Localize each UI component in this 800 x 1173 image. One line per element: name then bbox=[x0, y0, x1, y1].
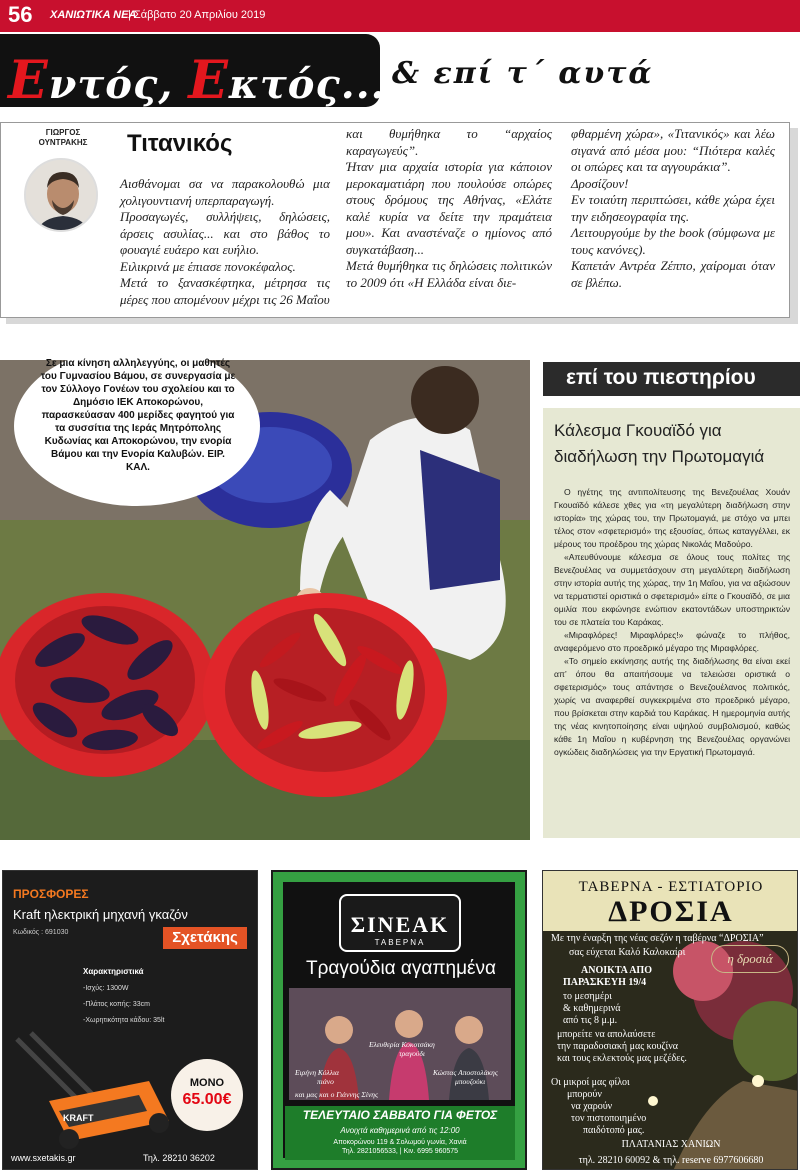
ad-line: και τους εκλεκτούς μας μεζέδες. bbox=[557, 1053, 687, 1064]
artist-1 bbox=[369, 1040, 435, 1058]
photo-caption-text: Σε μια κίνηση αλληλεγγύης, οι μαθητές του Γυμνασίου Βάμου, σε συνεργασία με τον Σύλλογο Γονέων του σχολείου και το Δημόσιο ΙΕΚ Αποκορώνου, παρασκεύασαν 400 μερίδες φαγητού για τα συσσίτια της Ιεράς Μητρόπολης Κυδωνίας και Αποκορώνου, την ενορία Βάμου και την Ενορία Καλυβών. bbox=[40, 358, 236, 460]
ad-line: ΠΑΡΑΣΚΕΥΗ 19/4 bbox=[563, 977, 647, 988]
column-paragraph: Αισθάνομαι σα να παρακολουθώ μια χολιγουντιανή υπερπαραγωγή. bbox=[120, 176, 330, 208]
ad-schetakis bbox=[2, 870, 258, 1170]
column-paragraph: φθαρμένη χώρα», «Τιτανικός» και λέω σιγανά από μέσα μου: “Πιότερα καλές οι οπώρες και τα αγγουράκια”. bbox=[571, 126, 775, 174]
ad-drosia-name: ΔΡΟΣΙΑ bbox=[608, 895, 734, 928]
column-paragraph: και θυμήθηκα το “αρχαίος καραγωγεύς”. bbox=[346, 126, 552, 158]
ad-songs-title: Τραγούδια αγαπημένα bbox=[306, 958, 496, 979]
ad-line: μπορούν bbox=[567, 1089, 602, 1100]
ad-product-code: Κωδικός : 691030 bbox=[13, 929, 69, 936]
section-word-2: κτός... bbox=[228, 61, 386, 108]
artist-role: τραγούδι bbox=[399, 1049, 425, 1058]
ad-line: παιδότοπό μας. bbox=[583, 1125, 645, 1136]
ad-line: Με την έναρξη της νέας σεζόν η ταβέρνα “ΔΡΟΣΙΑ” bbox=[551, 933, 764, 944]
ad-specs-title: Χαρακτηριστικά bbox=[83, 967, 144, 976]
artist-role: μπουζούκι bbox=[455, 1077, 486, 1086]
sidebar-text bbox=[554, 486, 790, 759]
tavern-name: ΣΙΝΕΑΚ bbox=[350, 912, 450, 937]
price-label: ΜΟΝΟ bbox=[189, 1077, 225, 1089]
author-name bbox=[28, 128, 98, 148]
author-first-name: ΓΙΩΡΓΟΣ bbox=[45, 128, 81, 137]
ad-sineak bbox=[271, 870, 527, 1170]
photo-caption bbox=[40, 357, 236, 474]
ad-line: τον πιστοποιημένο bbox=[571, 1113, 647, 1124]
tavern-subtitle: ΤΑΒΕΡΝΑ bbox=[374, 938, 426, 947]
column-paragraph: Εν τοιαύτη περιπτώσει, κάθε χώρα έχει την ειδησεογραφία της. bbox=[571, 192, 775, 224]
artist-3 bbox=[433, 1068, 498, 1086]
section-initial-1: Ε bbox=[8, 50, 49, 111]
ad-line: το μεσημέρι bbox=[563, 991, 612, 1002]
ad-spec: -Χωρητικότητα κάδου: 35lt bbox=[83, 1017, 165, 1024]
paper-name: ΧΑΝΙΩΤΙΚΑ ΝΕΑ bbox=[50, 9, 137, 21]
ad-product-name: Kraft ηλεκτρική μηχανή γκαζόν bbox=[13, 907, 188, 922]
column-paragraph: Ήταν μια αρχαία ιστορία για κάποιον μεροκαματιάρη που πουλούσε οπώρες στους δρόμους της Αθήνας, «Ελάτε καλέ κυρία να δείτε την πραμάτεια μου». Και αναστέναζε ο ημίονος από συγκατάβαση... bbox=[346, 159, 552, 257]
ad-drosia-logo: η δροσιά bbox=[711, 945, 789, 973]
guest-artist: και μας και ο Γιάννης Σίνης bbox=[295, 1090, 379, 1099]
column-text-1 bbox=[120, 176, 330, 308]
artist-name: Ειρήνη Κόλλια bbox=[295, 1068, 339, 1077]
column-paragraph: Καπετάν Αντρέα Ζέππο, χαίρομαι όταν σε βλέπω. bbox=[571, 258, 775, 290]
artist-role: πιάνο bbox=[317, 1077, 334, 1086]
column-text-2 bbox=[346, 126, 552, 291]
ad-location: ΠΛΑΤΑΝΙΑΣ ΧΑΝΙΩΝ bbox=[621, 1139, 721, 1150]
ad-line: & καθημερινά bbox=[563, 1003, 621, 1014]
ad-last-saturday: ΤΕΛΕΥΤΑΙΟ ΣΑΒΒΑΤΟ ΓΙΑ ΦΕΤΟΣ bbox=[302, 1108, 498, 1122]
ad-line: την παραδοσιακή μας κουζίνα bbox=[557, 1041, 679, 1052]
ad-brand-logo: Σχετάκης bbox=[163, 927, 247, 949]
section-initial-2: Ε bbox=[188, 50, 229, 111]
sidebar-paragraph: «Απευθύνουμε κάλεσμα σε όλους τους πολίτες της Βενεζουέλας να συμμετάσχουν στη μεγαλύτερη διαδήλωση στην ιστορία αυτής της χώρας, την 1η Μαΐου, για να αξιώσουν να τερματιστεί οριστικά ο σφετερισμό» είπε ο Γκουαϊδό, σε μια ομιλία που εκφώνησε ενώπιον εκατοντάδων υποστηρικτών του σε πλατεία του Καράκας. bbox=[554, 552, 790, 627]
paper-date: | Σάββατο 20 Απριλίου 2019 bbox=[128, 9, 266, 21]
page-number: 56 bbox=[8, 2, 33, 27]
ad-phones: τηλ. 28210 60092 & τηλ. reserve 6977606680 bbox=[578, 1155, 764, 1166]
column-paragraph: Ειλικρινά με έπιασε πονοκέφαλος. bbox=[120, 258, 296, 274]
column-paragraph: Προσαγωγές, συλλήψεις, δηλώσεις, άρσεις ασυλίας... και στο βάθος το φουαγιέ ευάερο και ευήλιο. bbox=[120, 209, 330, 257]
ad-line: σας εύχεται Καλό Καλοκαίρι bbox=[569, 947, 686, 958]
sidebar-heading: επί του πιεστηρίου bbox=[566, 366, 756, 389]
column-title: Τιτανικός bbox=[127, 130, 233, 157]
mower-brand: KRAFT bbox=[63, 1113, 94, 1123]
ad-address-line: Αποκορώνου 119 & Σολωμού γωνία, Χανιά bbox=[333, 1139, 467, 1146]
artist-name: Κώστας Αποστολάκης bbox=[433, 1068, 498, 1077]
ad-offers-label: ΠΡΟΣΦΟΡΕΣ bbox=[13, 887, 89, 901]
ad-phones: Τηλ. 2821056533, | Κιν. 6995 960575 bbox=[341, 1148, 459, 1155]
column-text-3 bbox=[571, 126, 775, 291]
lawn-mower-image bbox=[9, 1031, 179, 1151]
sidebar-paragraph: «Το σημείο εκκίνησης αυτής της διαδήλωσης θα είναι εκεί απ’ όπου θα απαιτήσουμε να τελειώσει οριστικά ο σφετερισμός» τους απάντησε ο Βενεζουέλανος πολιτικός, χωρίς να αναφερθεί συγκεκριμένα στο προεδρικό μέγαρο, που βρίσκεται στην καρδιά του Καράκας. Η ημερομηνία αυτής της νέας κινητοποίησης είναι υψηλού συμβολισμού, καθώς κάθε 1η Μαΐου η κυβέρνηση της Βενεζουέλας οργανώνει ογκώδεις διαδηλώσεις για την Εργατική Πρωτομαγιά. bbox=[554, 656, 790, 757]
ad-line: μπορείτε να απολαύσετε bbox=[557, 1029, 656, 1040]
ad-line: να χαρούν bbox=[571, 1101, 613, 1112]
author-last-name: ΟΥΝΤΡΑΚΗΣ bbox=[38, 138, 88, 147]
photo-credit: ΕΙΡ. ΚΑΛ. bbox=[126, 449, 225, 473]
sidebar-paragraph: Ο ηγέτης της αντιπολίτευσης της Βενεζουέλας Χουάν Γκουαϊδό κάλεσε χθες για «τη μεγαλύτερη διαδήλωση στην ιστορία» της χώρας του, την Πρωτομαγιά, με στόχο να μπει τέλος στον «σφετερισμό» της εξουσίας, όπως καταγγέλλει, εκ μέρους του προέδρου της χώρας Νικολάς Μαδούρο. bbox=[554, 487, 790, 549]
ad-drosia-title: ΤΑΒΕΡΝΑ - ΕΣΤΙΑΤΟΡΙΟ bbox=[578, 879, 764, 895]
column-paragraph: Λειτουργούμε by the book (σύμφωνα με τους κανόνες). bbox=[571, 225, 775, 257]
sidebar-paragraph: «Μιραφλόρες! Μιραφλόρες!» φώναζε το πλήθος, αναφερόμενο στο προεδρικό μέγαρο της Μιραφλόρες. bbox=[554, 630, 790, 653]
artist-2 bbox=[295, 1068, 339, 1086]
ad-spec: -Ισχύς: 1300W bbox=[83, 985, 129, 992]
ad-line: Οι μικροί μας φίλοι bbox=[551, 1077, 630, 1088]
ad-line: ΑΝΟΙΚΤΑ ΑΠΟ bbox=[581, 965, 652, 976]
section-tail: & επί τ΄ αυτά bbox=[392, 56, 654, 91]
column-paragraph: Μετά θυμήθηκα τις δηλώσεις πολιτικών το 2009 ότι «Η Ελλάδα είναι διε- bbox=[346, 258, 552, 290]
ad-line: από τις 8 μ.μ. bbox=[563, 1015, 618, 1026]
ad-phone: Τηλ. 28210 36202 bbox=[143, 1153, 215, 1163]
ad-spec: -Πλάτος κοπής: 33cm bbox=[83, 1001, 151, 1008]
ad-address bbox=[285, 1138, 515, 1156]
ad-drosia bbox=[542, 870, 798, 1170]
sidebar-title: Κάλεσμα Γκουαϊδό για διαδήλωση την Πρωτομαγιά bbox=[554, 421, 765, 466]
author-photo bbox=[24, 158, 98, 232]
column-paragraph: Δροσίζουν! bbox=[571, 175, 629, 191]
section-word-1: ντός, bbox=[48, 61, 189, 108]
section-title bbox=[8, 50, 386, 111]
artist-name: Ελευθερία Κοκοτσάκη bbox=[369, 1040, 435, 1049]
ad-opening-hours: Ανοιχτά καθημερινά από τις 12:00 bbox=[340, 1126, 460, 1135]
ad-website: www.sxetakis.gr bbox=[11, 1153, 76, 1163]
price-value: 65.00€ bbox=[182, 1091, 232, 1108]
column-paragraph: Μετά το ξανασκέφτηκα, μέτρησα τις μέρες που απομένουν μέχρι τις 26 Μαΐου bbox=[120, 275, 330, 307]
